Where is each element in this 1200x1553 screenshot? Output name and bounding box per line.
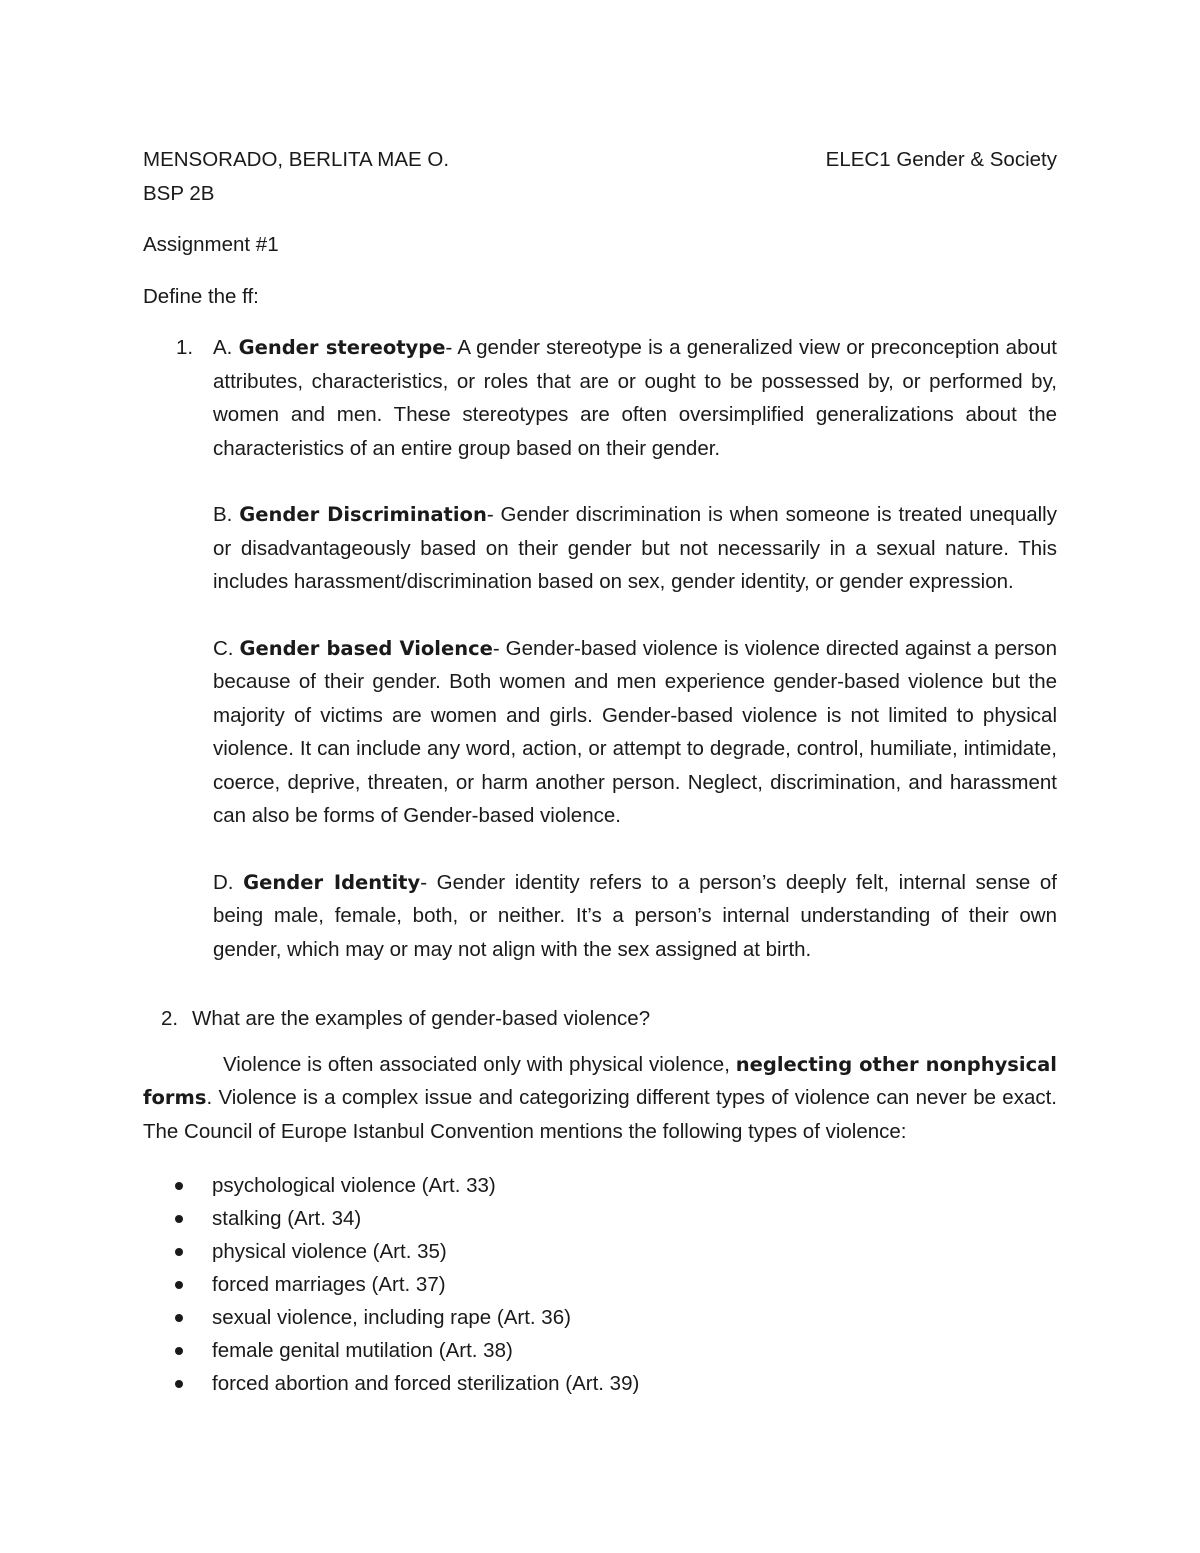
definition-gender-based-violence xyxy=(213,632,1057,833)
list-item xyxy=(143,1235,1057,1268)
definition-letter: A. xyxy=(213,336,239,359)
list-item xyxy=(143,1301,1057,1334)
definition-gender-discrimination xyxy=(213,498,1057,599)
violence-types-list xyxy=(143,1169,1057,1400)
bullet-icon xyxy=(175,1380,183,1388)
list-item xyxy=(143,1334,1057,1367)
bullet-icon xyxy=(175,1182,183,1190)
question-2-number: 2. xyxy=(161,1007,179,1030)
bullet-icon xyxy=(175,1347,183,1355)
definition-term: Gender Identity xyxy=(243,870,421,894)
definition-text: - Gender discrimination is when someone is treated unequally or disadvantageously based on their gender but not necessarily in a sexual nature. This includes harassment/discrimination based on sex, gender identity, or gender expression. xyxy=(213,503,1057,593)
definition-letter: C. xyxy=(213,636,240,660)
definition-text: - Gender-based violence is violence directed against a person because of their gender. Both women and men experience gender-based violence but the majority of victims are women and girls. Gender-based violence is not limited to physical violence. It can include any word, action, or attempt to degrade, control, humiliate, intimidate, coerce, deprive, threaten, or harm another person. Neglect, discrimination, and harassment can also be forms of Gender-based violence. xyxy=(213,636,1057,827)
definition-text: - A gender stereotype is a generalized view or preconception about attributes, characteristics, or roles that are or ought to be possessed by, or performed by, women and men. These stereotypes are often oversimplified generalizations about the characteristics of an entire group based on their gender. xyxy=(213,336,1057,460)
header-row xyxy=(143,143,1057,177)
list-item-text: physical violence (Art. 35) xyxy=(212,1239,447,1263)
definition-term: Gender Discrimination xyxy=(239,503,487,526)
course-title: ELEC1 Gender & Society xyxy=(825,148,1057,171)
question-2-paragraph xyxy=(143,1048,1057,1149)
list-item-text: female genital mutilation (Art. 38) xyxy=(212,1338,513,1362)
list-item xyxy=(143,1202,1057,1235)
bullet-icon xyxy=(175,1281,183,1289)
list-item xyxy=(143,1169,1057,1202)
instruction-text: Define the ff: xyxy=(143,284,259,308)
document-page xyxy=(143,143,1057,1400)
list-item-text: forced abortion and forced sterilization (Art. 39) xyxy=(212,1371,640,1395)
bullet-icon xyxy=(175,1248,183,1256)
student-name: MENSORADO, BERLITA MAE O. xyxy=(143,148,450,171)
definition-gender-stereotype xyxy=(213,331,1057,465)
assignment-title: Assignment #1 xyxy=(143,233,279,256)
list-item xyxy=(143,1367,1057,1400)
list-item-text: stalking (Art. 34) xyxy=(212,1206,362,1230)
bullet-icon xyxy=(175,1314,183,1322)
list-item-text: sexual violence, including rape (Art. 36) xyxy=(212,1305,571,1329)
paragraph-emphasis: neglecting other nonphysical forms xyxy=(143,1052,1057,1109)
question-2 xyxy=(143,1002,1057,1036)
list-item-text: forced marriages (Art. 37) xyxy=(212,1272,446,1296)
bullet-icon xyxy=(175,1215,183,1223)
list-item-text: psychological violence (Art. 33) xyxy=(212,1173,496,1197)
definition-text: - Gender identity refers to a person’s deeply felt, internal sense of being male, female, both, or neither. It’s a person’s internal understanding of their own gender, which may or may not align with the sex assigned at birth. xyxy=(213,870,1058,961)
definition-letter: D. xyxy=(213,870,244,894)
section-label: BSP 2B xyxy=(143,181,215,205)
definition-term: Gender based Violence xyxy=(239,636,493,660)
definition-term: Gender stereotype xyxy=(238,336,446,359)
question-1-number: 1. xyxy=(176,336,194,359)
paragraph-text: Violence is often associated only with physical violence, xyxy=(223,1052,736,1076)
question-2-text: What are the examples of gender-based violence? xyxy=(192,1007,651,1030)
paragraph-text-continued: . Violence is a complex issue and categorizing different types of violence can never be exact. The Council of Europe Istanbul Convention mentions the following types of violence: xyxy=(143,1086,1057,1143)
list-item xyxy=(143,1268,1057,1301)
definition-gender-identity xyxy=(213,866,1057,967)
definition-letter: B. xyxy=(213,503,240,526)
question-1 xyxy=(143,331,1057,966)
